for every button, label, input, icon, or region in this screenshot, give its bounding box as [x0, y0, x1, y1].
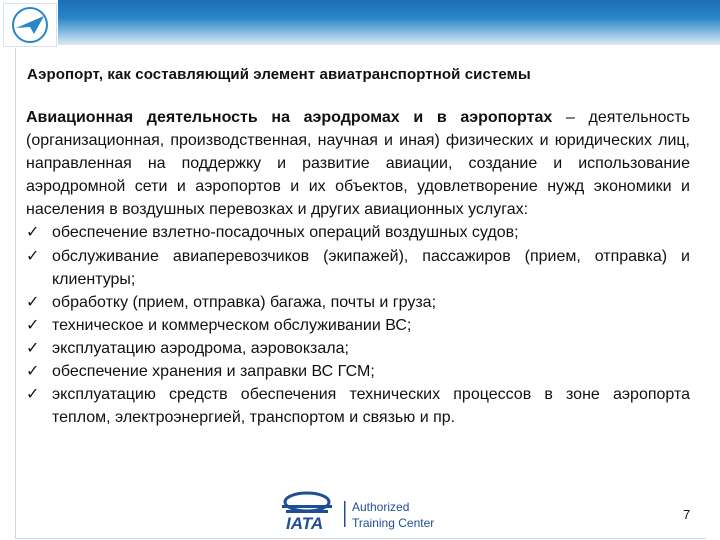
logo: [3, 3, 57, 47]
list-item-text: техническое и коммерческом обслуживании ВС;: [52, 316, 412, 334]
slide-title: Аэропорт, как составляющий элемент авиатранспортной системы: [27, 66, 531, 83]
header-bar: [58, 0, 720, 45]
authorized-line2: Training Center: [352, 516, 435, 530]
list-item: [26, 221, 690, 244]
checkmark-icon: ✓: [26, 386, 40, 404]
list-item: [26, 337, 690, 360]
list-item-text: обслуживание авиаперевозчиков (экипажей), пассажиров (прием, отправка) и клиентуры;: [52, 247, 690, 288]
iata-wordmark: IATA: [286, 514, 324, 532]
plane-icon: [4, 4, 56, 46]
checkmark-icon: ✓: [26, 247, 40, 265]
globe-icon: [282, 493, 332, 513]
checkmark-icon: ✓: [26, 224, 40, 242]
checkmark-icon: ✓: [26, 293, 40, 311]
slide-content: [26, 106, 690, 429]
list-item: [26, 291, 690, 314]
list-item-text: эксплуатацию средств обеспечения технических процессов в зоне аэропорта теплом, электроэнергией, транспортом и связью и пр.: [52, 386, 690, 427]
intro-paragraph: [26, 106, 690, 221]
list-item: [26, 383, 690, 429]
list-item-text: обеспечение взлетно-посадочных операций воздушных судов;: [52, 224, 519, 242]
page-number: 7: [683, 507, 691, 522]
checklist: [26, 221, 690, 429]
list-item: [26, 360, 690, 383]
checkmark-icon: ✓: [26, 316, 40, 334]
list-item: [26, 314, 690, 337]
intro-lead: Авиационная деятельность на аэродромах и в аэропортах: [26, 109, 553, 126]
list-item-text: обеспечение хранения и заправки ВС ГСМ;: [52, 363, 375, 381]
list-item: [26, 245, 690, 291]
checkmark-icon: ✓: [26, 363, 40, 381]
list-item-text: эксплуатацию аэродрома, аэровокзала;: [52, 339, 349, 357]
intro-text: – деятельность (организационная, производственная, научная и иная) физических и юридических лиц, направленная на поддержку и развитие авиации, создание и использование аэродромной сети и аэропортов и их объектов, удовлетворение нужд экономики и населения в воздушных перевозках и других авиационных услугах:: [26, 109, 691, 219]
checkmark-icon: ✓: [26, 339, 40, 357]
authorized-line1: Authorized: [352, 500, 410, 514]
list-item-text: обработку (прием, отправка) багажа, почты и груза;: [52, 293, 437, 311]
iata-logo: [278, 487, 438, 532]
